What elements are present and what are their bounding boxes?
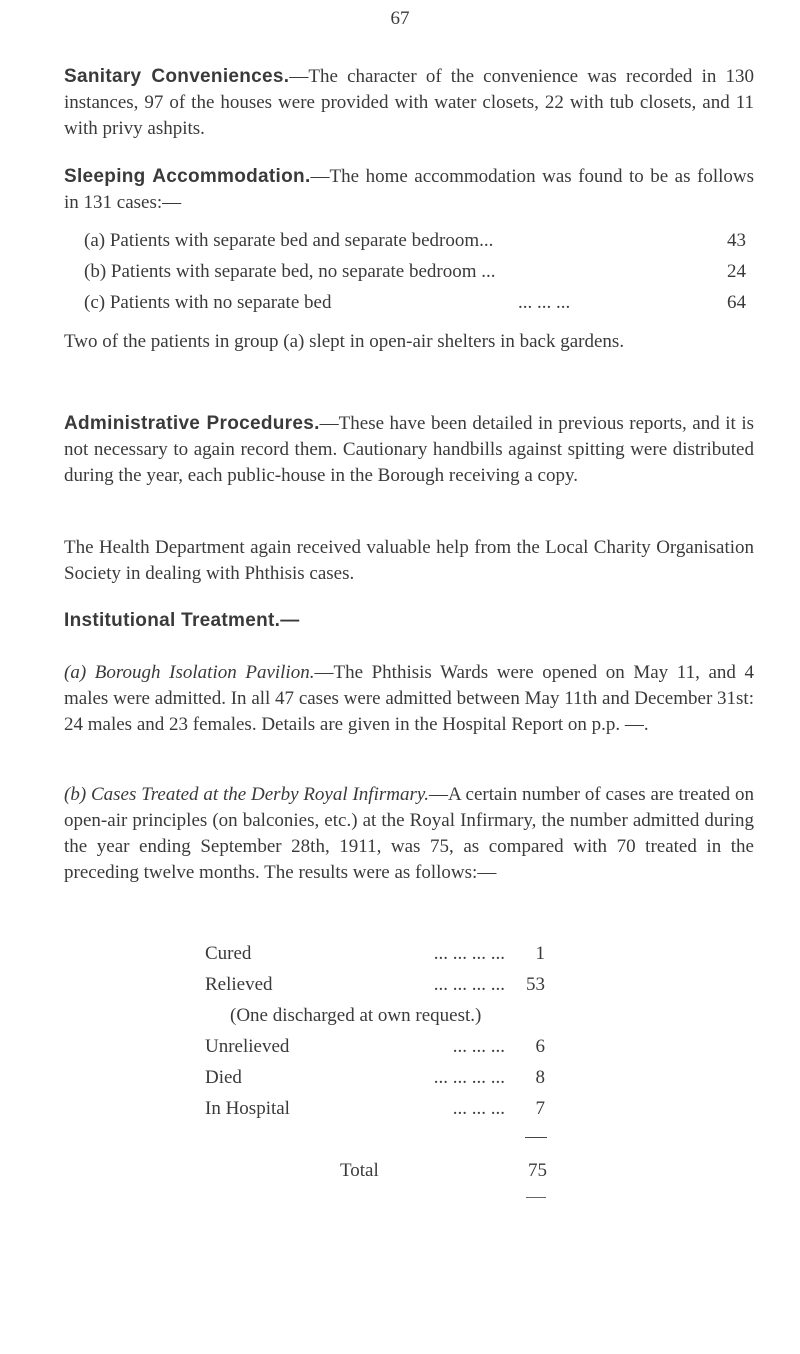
sleeping-row-value: 43 (727, 230, 746, 251)
sleeping-heading: Sleeping Accommodation. (64, 166, 311, 187)
sleeping-note-block (64, 329, 754, 355)
page-number: 67 (390, 8, 410, 29)
institutional-b-block (64, 782, 754, 886)
total-value: 75 (528, 1160, 547, 1181)
sleeping-row-label: (b) Patients with separate bed, no separate bedroom ... (84, 261, 496, 282)
institutional-b-text: —A certain number of cases are treated on open-air principles (on balconies, etc.) at the Royal Infirmary, the number admitted during the year ending September 28th, 1911, was 75, as compared with 70 treated in the preceding twelve months. The results were as follows:— (64, 784, 754, 883)
institutional-b-paragraph (64, 782, 754, 886)
results-row-value: 53 (526, 973, 545, 995)
institutional-section (64, 608, 754, 634)
sleeping-row (84, 259, 746, 290)
sanitary-section (64, 64, 754, 142)
sleeping-note: Two of the patients in group (a) slept in open-air shelters in back gardens. (64, 331, 625, 352)
results-row-value: 6 (535, 1035, 545, 1057)
sleeping-row (84, 290, 746, 321)
results-row (205, 1062, 545, 1093)
institutional-a-text: —The Phthisis Wards were opened on May 11, and 4 males were admitted. In all 47 cases were admitted between May 11th and December 31st: 24 males and 23 females. Details are given in the Hospital Report on p.p. —. (64, 662, 754, 735)
institutional-heading: Institutional Treatment.— (64, 610, 300, 631)
results-row-label: Unrelieved (205, 1035, 290, 1057)
administrative-para2-block (64, 535, 754, 587)
results-row-value: 8 (535, 1066, 545, 1088)
total-end-mark (526, 1197, 546, 1198)
sleeping-row-label: (a) Patients with separate bed and separate bedroom... (84, 230, 494, 251)
sleeping-section (64, 164, 754, 216)
results-row (205, 1031, 545, 1062)
sleeping-table (84, 228, 746, 321)
results-row-label: In Hospital (205, 1097, 290, 1119)
administrative-text: —These have been detailed in previous reports, and it is not necessary to again record them. Cautionary handbills against spitting were distributed during the year, each public-house in the Borough receiving a copy. (64, 413, 755, 486)
results-row (205, 1093, 545, 1124)
administrative-section (64, 411, 754, 489)
sleeping-text: —The home accommodation was found to be as follows in 131 cases:— (64, 166, 755, 213)
results-row-dots: ... ... ... (452, 1035, 505, 1057)
administrative-heading: Administrative Procedures. (64, 413, 320, 434)
results-row-label: Died (205, 1066, 242, 1088)
administrative-para2: The Health Department again received valuable help from the Local Charity Organisation Society in dealing with Phthisis cases. (64, 537, 754, 584)
results-note: (One discharged at own request.) (230, 1005, 482, 1026)
results-row-dots: ... ... ... ... (433, 942, 505, 964)
results-row-label: Cured (205, 942, 252, 964)
sanitary-heading: Sanitary Conveniences. (64, 66, 290, 87)
results-table (205, 938, 545, 1124)
results-row-value: 7 (535, 1097, 545, 1119)
sanitary-text: —The character of the convenience was recorded in 130 instances, 97 of the houses were provided with water closets, 22 with tub closets, and 11 with privy ashpits. (64, 66, 754, 139)
total-row (340, 1158, 547, 1184)
sleeping-row-value: 64 (727, 292, 746, 313)
sleeping-row-dots: ... ... ... (518, 292, 571, 313)
sleeping-row-value: 24 (727, 261, 746, 282)
institutional-a-paragraph (64, 660, 754, 738)
total-rule (525, 1137, 547, 1138)
sanitary-paragraph (64, 64, 754, 142)
institutional-a-title: (a) Borough Isolation Pavilion. (64, 662, 315, 683)
results-row-value: 1 (535, 942, 545, 964)
institutional-a-block (64, 660, 754, 738)
results-row (205, 938, 545, 969)
results-row-dots: ... ... ... ... (433, 973, 505, 995)
institutional-b-title: (b) Cases Treated at the Derby Royal Infirmary. (64, 784, 430, 805)
administrative-paragraph (64, 411, 754, 489)
results-row (205, 969, 545, 1000)
results-row-dots: ... ... ... (452, 1097, 505, 1119)
results-row-label: Relieved (205, 973, 273, 995)
results-row-dots: ... ... ... ... (433, 1066, 505, 1088)
sleeping-row-label: (c) Patients with no separate bed (84, 292, 332, 313)
total-label: Total (340, 1160, 379, 1181)
sleeping-row (84, 228, 746, 259)
sleeping-paragraph (64, 164, 754, 216)
